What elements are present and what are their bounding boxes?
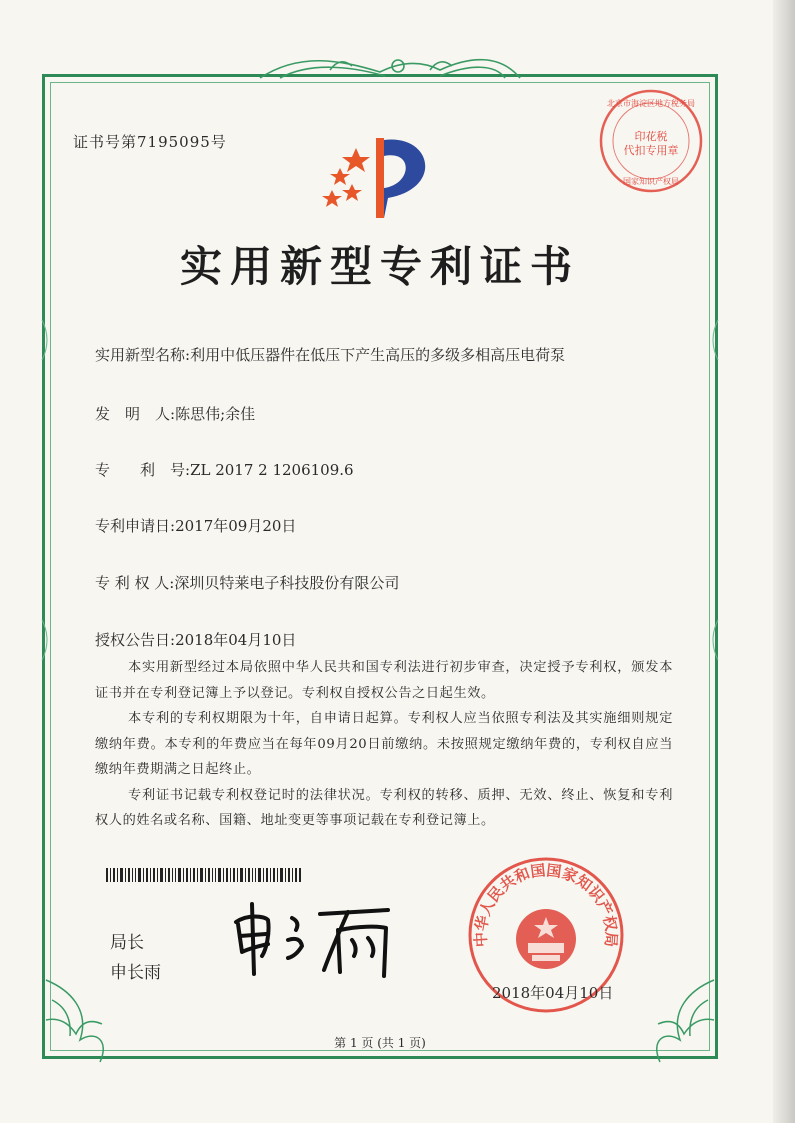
field-label: 专 利 权 人: <box>95 574 175 592</box>
field-value: 深圳贝特莱电子科技股份有限公司 <box>174 574 400 592</box>
field-label: 实用新型名称: <box>95 346 191 364</box>
notice-paragraph: 本实用新型经过本局依照中华人民共和国专利法进行初步审查，决定授予专利权，颁发本证书并在专利登记簿上予以登记。专利权自授权公告之日起生效。 <box>95 660 673 701</box>
certificate-title: 实用新型专利证书 <box>179 242 580 291</box>
page-number: 第 1 页 (共 1 页) <box>334 1036 426 1050</box>
field-value: 陈思伟;余佳 <box>175 405 256 423</box>
field-inventor <box>95 403 255 424</box>
field-patent-number <box>95 459 354 480</box>
field-grant-date <box>95 629 296 650</box>
field-patentee <box>95 572 399 593</box>
tax-stamp-center-text-1: 印花税 <box>634 130 668 143</box>
field-value: 利用中低压器件在低压下产生高压的多级多相高压电荷泵 <box>190 346 566 364</box>
field-application-date <box>95 515 296 536</box>
issue-date: 2018年04月10日 <box>492 984 614 1002</box>
notice-text <box>95 655 673 834</box>
certificate-number: 证书号第7195095号 <box>73 133 227 151</box>
signature-icon <box>228 900 408 980</box>
field-utility-model-name <box>95 344 565 365</box>
barcode-icon <box>106 868 302 882</box>
tax-stamp-ring-text: 北京市海淀区地方税务局 <box>607 99 695 108</box>
field-value: 2018年04月10日 <box>175 631 297 649</box>
tax-stamp-center-text-2: 代扣专用章 <box>623 144 679 157</box>
field-value: ZL 2017 2 1206109.6 <box>190 461 354 479</box>
tax-stamp-icon <box>598 88 704 194</box>
field-label: 专利申请日: <box>95 517 176 535</box>
field-label: 授权公告日: <box>95 631 176 649</box>
field-label: 专 利 号: <box>95 461 191 479</box>
director-name: 申长雨 <box>110 963 161 983</box>
seal-ring-text: 中华人民共和国国家知识产权局 <box>471 861 621 948</box>
director-title: 局长 <box>110 933 144 953</box>
field-label: 发 明 人: <box>95 405 176 423</box>
tax-stamp-bottom-text: 国家知识产权局 <box>623 177 679 186</box>
notice-paragraph: 专利证书记载专利权登记时的法律状况。专利权的转移、质押、无效、终止、恢复和专利权人的姓名或名称、国籍、地址变更等事项记载在专利登记簿上。 <box>95 787 673 828</box>
field-value: 2017年09月20日 <box>175 517 297 535</box>
notice-paragraph: 本专利的专利权期限为十年，自申请日起算。专利权人应当依照专利法及其实施细则规定缴纳年费。本专利的年费应当在每年09月20日前缴纳。未按照规定缴纳年费的，专利权自应当缴纳年费期满之日起终止。 <box>95 711 673 777</box>
cnipa-logo-icon <box>322 128 442 228</box>
